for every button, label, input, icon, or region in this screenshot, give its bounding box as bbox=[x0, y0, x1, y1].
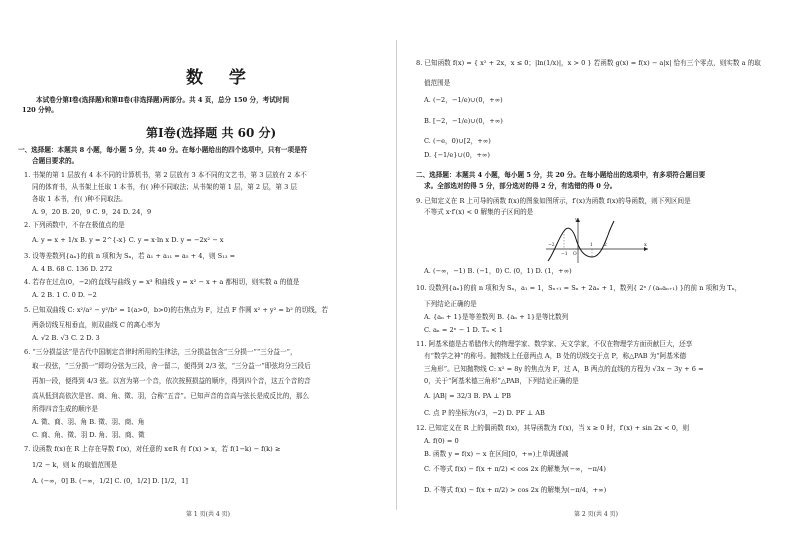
q11-line-4: 0，关于“阿基米德三角形”△PAB，下列结论正确的是 bbox=[424, 377, 579, 385]
page-divider bbox=[396, 40, 397, 510]
graph-x-label: x bbox=[644, 242, 647, 248]
q12-option-c: C. 不等式 f(x) − f(x + π/2) < cos 2x 的解集为(−∞，−π/4) bbox=[424, 465, 606, 473]
q8-option-d: D. {−1/e}∪(0，+∞) bbox=[424, 151, 490, 159]
q3-options: A. 4 B. 68 C. 136 D. 272 bbox=[32, 265, 113, 273]
page-footer-left: 第 1 页(共 4 页) bbox=[186, 511, 230, 518]
q8-line-1: 8. 已知函数 f(x) = { x² + 2x，x ≤ 0；|ln(1/x)|，x > 0 } 若函数 g(x) = f(x) − a|x| 恰有三个零点，则实数 a 的取 bbox=[416, 59, 761, 67]
q11-line-2: 有“数学之神”的称号。抛物线上任意两点 A，B 处的切线交于点 P，称△PAB 为“阿基米德 bbox=[424, 352, 687, 360]
q8-option-a: A. (−2，−1/e)∪(0，+∞) bbox=[424, 96, 503, 104]
q7-options: A. (−∞，0] B. (−∞，1/2] C. (0，1/2] D. [1/2，1] bbox=[32, 477, 188, 485]
q5-options: A. √2 B. √3 C. 2 D. 3 bbox=[32, 334, 100, 342]
q11-options-cd: C. 点 P 的坐标为(√3，−2) D. PF ⊥ AB bbox=[424, 409, 545, 417]
part1-header-1: 一、选择题：本题共 8 小题，每小题 5 分，共 40 分。在每小题给出的四个选项中，只有一项是符 bbox=[18, 146, 308, 154]
q8-option-c: C. (−e，0)∪[2，+∞) bbox=[424, 137, 491, 145]
q11-line-3: 三角形”。已知抛物线 C: x² = 8y 的焦点为 F，过 A，B 两点的直线的方程为 √3x − 3y + 6 = bbox=[424, 365, 704, 373]
graph-tick-neg2: −2 bbox=[548, 243, 555, 248]
q6-line-1: 6. “三分损益法”是古代中国制定音律时所用的生律法，三分损益包含“三分损一”“三分益一”， bbox=[24, 348, 297, 356]
q7-line-1: 7. 设函数 f(x)在 R 上存在导数 f′(x)，对任意的 x∈R 有 f′(x) > x，若 f(1−k) − f(k) ≥ bbox=[24, 445, 281, 453]
intro-line-1: 本试卷分第Ⅰ卷(选择题)和第Ⅱ卷(非选择题)两部分。共 4 页，总分 150 分，考试时间 bbox=[36, 96, 290, 104]
q9-function-graph bbox=[542, 215, 652, 265]
q9-line-2: 不等式 x·f′(x) < 0 解集的子区间的是 bbox=[424, 208, 534, 216]
q9-options: A. (−∞，−1) B. (−1，0) C. (0，1) D. (1，+∞) bbox=[424, 267, 572, 275]
q1-line-2: 同的体育书，从书架上任取 1 本书，有( )种不同取法；从书架的第 1 层，第 2 层，第 3 层 bbox=[32, 183, 297, 191]
q10-options-ab: A. {aₙ + 1}是等差数列 B. {aₙ + 1}是等比数列 bbox=[424, 313, 569, 321]
graph-tick-neg1: −1 bbox=[561, 252, 568, 257]
part2-header-1: 二、选择题：本题共 4 小题，每小题 5 分，共 20 分。在每小题给出的选项中，有多项符合题目要 bbox=[416, 171, 706, 179]
q1-options: A. 9，20 B. 20，9 C. 9，24 D. 24，9 bbox=[32, 208, 152, 216]
q2-options: A. y = x + 1/x B. y = 2^{-x} C. y = x·ln x D. y = −2x² − x bbox=[32, 236, 224, 244]
part2-header-2: 求。全部选对的得 5 分，部分选对的得 2 分，有选错的得 0 分。 bbox=[424, 182, 617, 190]
graph-y-label: y bbox=[575, 217, 578, 223]
q12-stem: 12. 已知定义在 R 上的偶函数 f(x)，其导函数为 f′(x)，当 x ≥ 0 时，f′(x) + sin 2x < 0，则 bbox=[416, 424, 690, 432]
q8-option-b: B. [−2，−1/e)∪(0，+∞) bbox=[424, 117, 503, 125]
q8-line-2: 值范围是 bbox=[424, 79, 451, 87]
q6-line-5: 所得四音生成的顺序是 bbox=[32, 405, 98, 413]
right-page bbox=[402, 0, 782, 547]
left-page bbox=[18, 0, 398, 547]
q5-line-1: 5. 已知双曲线 C: x²/a² − y²/b² = 1(a>0，b>0)的右焦点为 F，过点 F 作圆 x² + y² = b² 的切线，若 bbox=[24, 306, 328, 314]
q5-line-2: 两条切线互相垂直，则双曲线 C 的离心率为 bbox=[32, 321, 160, 329]
q6-line-3: 再加一段，便得到 4/3 弦。以宫为第一个音，依次按照损益的顺序，得到四个音，这五个音的音 bbox=[32, 377, 311, 385]
graph-tick-1: 1 bbox=[590, 243, 593, 248]
q11-options-ab: A. |AB| = 32/3 B. PA ⊥ PB bbox=[424, 392, 511, 400]
q6-line-4: 高从低到高依次是宫、商、角、徵、羽，合称“五音”。已知声音的音高与弦长是成反比的，那么 bbox=[32, 392, 310, 400]
q4-options: A. 2 B. 1 C. 0 D. −2 bbox=[32, 291, 97, 299]
q9-line-1: 9. 已知定义在 R 上可导的函数 f(x)的图象如图所示，f′(x)为函数 f(x)的导函数，则下列区间是 bbox=[416, 197, 691, 205]
q12-option-b: B. 函数 y = f(x) − x 在区间[0，+∞)上单调递减 bbox=[424, 450, 569, 458]
q6-options-ab: A. 徵、商、羽、角 B. 徵、羽、商、角 bbox=[32, 418, 145, 426]
graph-origin-label: O bbox=[573, 252, 577, 257]
q2-stem: 2. 下列函数中，不存在极值点的是 bbox=[24, 221, 125, 229]
paper-title: 数 学 bbox=[186, 68, 256, 88]
q1-line-3: 各取 1 本书，有( )种不同取法。 bbox=[32, 195, 127, 203]
q11-line-1: 11. 阿基米德是古希腊伟大的物理学家、数学家、天文学家，不仅在物理学方面贡献巨大，还享 bbox=[416, 340, 693, 348]
q12-option-a: A. f(0) = 0 bbox=[424, 437, 459, 445]
q6-line-2: 取一段弦，“三分损一”即均分弦为三段，舍一留二，便得到 2/3 弦，“三分益一”即弦均分三段后 bbox=[32, 362, 311, 370]
q6-options-cd: C. 商、角、徵、羽 D. 角、羽、商、徵 bbox=[32, 431, 145, 439]
q7-line-2: 1/2 − k，则 k 的取值范围是 bbox=[32, 461, 118, 469]
q4-stem: 4. 若存在过点(0，−2)的直线与曲线 y = x³ 和曲线 y = x² − x + a 都相切，则实数 a 的值是 bbox=[24, 278, 300, 286]
graph-tick-2: 2 bbox=[604, 243, 607, 248]
q10-line-1: 10. 设数列{aₙ}的前 n 项和为 Sₙ，a₁ = 1，Sₙ₊₁ = Sₙ + 2aₙ + 1，数列{ 2ⁿ / (aₙaₙ₊₁) }的前 n 项和为 Tₙ， bbox=[416, 284, 742, 292]
q3-stem: 3. 设等差数列{aₙ}的前 n 项和为 Sₙ，若 a₁ + a₁₁ = a₅ + 4，则 S₁₃ = bbox=[24, 252, 236, 260]
q1-line-1: 1. 书架的第 1 层放有 4 本不同的计算机书，第 2 层放有 3 本不同的文艺书，第 3 层放有 2 本不 bbox=[24, 171, 307, 179]
part1-header-2: 合题目要求的。 bbox=[32, 157, 79, 165]
q10-line-2: 下列结论正确的是 bbox=[424, 300, 477, 308]
page-footer-right: 第 2 页(共 4 页) bbox=[574, 511, 618, 518]
q10-options-cd: C. aₙ = 2ⁿ − 1 D. Tₙ < 1 bbox=[424, 326, 503, 334]
intro-line-2: 120 分钟。 bbox=[22, 106, 58, 114]
section-title: 第Ⅰ卷(选择题 共 60 分) bbox=[146, 126, 277, 140]
q12-option-d: D. 不等式 f(x) − f(x + π/2) > cos 2x 的解集为(−π/4，+∞) bbox=[424, 486, 607, 494]
